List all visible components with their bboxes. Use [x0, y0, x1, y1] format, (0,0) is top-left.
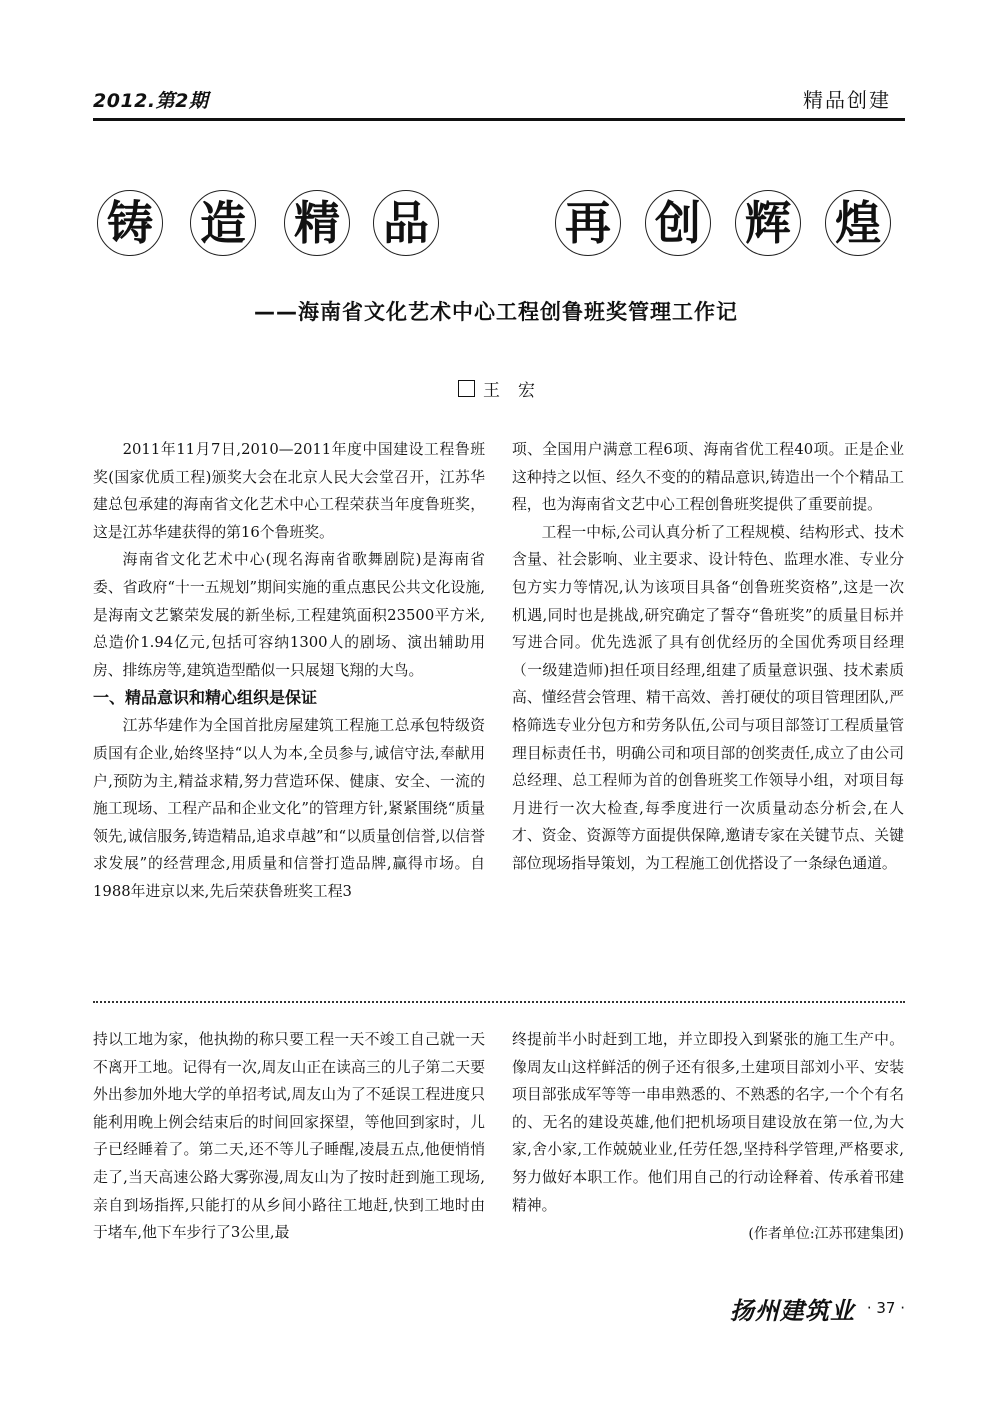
lower-left-column [93, 1026, 485, 1247]
paragraph: 项、全国用户满意工程6项、海南省优工程40项。正是企业这种持之以恒、经久不变的的精品意识,铸造出一个个精品工程，也为海南省文艺中心工程创鲁班奖提供了重要前提。 [512, 441, 904, 514]
author-line [458, 376, 553, 401]
magazine-logo: 扬州建筑业 [729, 1295, 855, 1325]
title-char: 煌 [825, 190, 891, 256]
paragraph: 江苏华建作为全国首批房屋建筑工程施工总承包特级资质国有企业,始终坚持“以人为本,全员参与,诚信守法,奉献用户,预防为主,精益求精,努力营造环保、健康、安全、一流的施工现场、工程产品和企业文化”的管理方针,紧紧围绕“质量领先,诚信服务,铸造精品,追求卓越”和“以质量创信誉,以信誉求发展”的经营理念,用质量和信誉打造品牌,赢得市场。自1988年进京以来,先后荣获鲁班奖工程3 [93, 717, 485, 900]
dotted-divider [93, 1001, 905, 1003]
upper-left-column [93, 436, 485, 906]
issue-number: 2012.第2期 [93, 90, 209, 112]
title-char: 创 [645, 190, 711, 256]
paragraph: 海南省文化艺术中心(现名海南省歌舞剧院)是海南省委、省政府“十一五规划”期间实施的重点惠民公共文化设施,是海南文艺繁荣发展的新坐标,工程建筑面积23500平方米,总造价1.94亿元,包括可容纳1300人的剧场、演出辅助用房、排练房等,建筑造型酷似一只展翅飞翔的大鸟。 [93, 551, 485, 679]
author-name: 王宏 [483, 381, 553, 401]
title-char: 辉 [735, 190, 801, 256]
page-footer [718, 1290, 905, 1326]
paragraph: 2011年11月7日,2010—2011年度中国建设工程鲁班奖(国家优质工程)颁奖大会在北京人民大会堂召开，江苏华建总包承建的海南省文化艺术中心工程荣获当年度鲁班奖，这是江苏华建获得的第16个鲁班奖。 [93, 441, 485, 541]
title-char: 品 [373, 190, 439, 256]
section-heading: 一、精品意识和精心组织是保证 [93, 688, 318, 708]
article-subtitle: ——海南省文化艺术中心工程创鲁班奖管理工作记 [254, 300, 738, 324]
paragraph: 持以工地为家，他执拗的称只要工程一天不竣工自己就一天不离开工地。记得有一次,周友山正在读高三的儿子第二天要外出参加外地大学的单招考试,周友山为了不延误工程进度只能利用晚上例会结束后的时间回家探望，等他回到家时，儿子已经睡着了。第二天,还不等儿子睡醒,凌晨五点,他便悄悄走了,当天高速公路大雾弥漫,周友山为了按时赶到施工现场,亲自到场指挥,只能打的从乡间小路往工地赶,快到工地时由于堵车,他下车步行了3公里,最 [93, 1031, 485, 1242]
page-header [93, 80, 905, 121]
title-char: 造 [190, 190, 256, 256]
article-title [0, 190, 992, 260]
section-name: 精品创建 [803, 88, 891, 112]
author-affiliation: (作者单位:江苏邗建集团) [748, 1226, 904, 1243]
page-number: · 37 · [866, 1299, 905, 1317]
upper-right-column [512, 436, 904, 878]
lower-right-column [512, 1026, 904, 1249]
paragraph: 终提前半小时赶到工地，并立即投入到紧张的施工生产中。像周友山这样鲜活的例子还有很多,土建项目部刘小平、安装项目部张成军等等一串串熟悉的、不熟悉的名字,一个个有名的、无名的建设英雄,他们把机场项目建设放在第一位,为大家,舍小家,工作兢兢业业,任劳任怨,坚持科学管理,严格要求,努力做好本职工作。他们用自己的行动诠释着、传承着邗建精神。 [512, 1031, 904, 1214]
title-char: 再 [555, 190, 621, 256]
title-char: 精 [284, 190, 350, 256]
paragraph: 工程一中标,公司认真分析了工程规模、结构形式、技术含量、社会影响、业主要求、设计特色、监理水准、专业分包方实力等情况,认为该项目具备“创鲁班奖资格”,这是一次机遇,同时也是挑战,研究确定了誓夺“鲁班奖”的质量目标并写进合同。优先选派了具有创优经历的全国优秀项目经理（一级建造师)担任项目经理,组建了质量意识强、技术素质高、懂经营会管理、精干高效、善打硬仗的项目管理团队,严格筛选专业分包方和劳务队伍,公司与项目部签订工程质量管理目标责任书，明确公司和项目部的创奖责任,成立了由公司总经理、总工程师为首的创鲁班奖工作领导小组，对项目每月进行一次大检查,每季度进行一次质量动态分析会,在人才、资金、资源等方面提供保障,邀请专家在关键节点、关键部位现场指导策划，为工程施工创优搭设了一条绿色通道。 [512, 523, 904, 872]
title-char: 铸 [97, 190, 163, 256]
author-box-icon [458, 380, 475, 397]
